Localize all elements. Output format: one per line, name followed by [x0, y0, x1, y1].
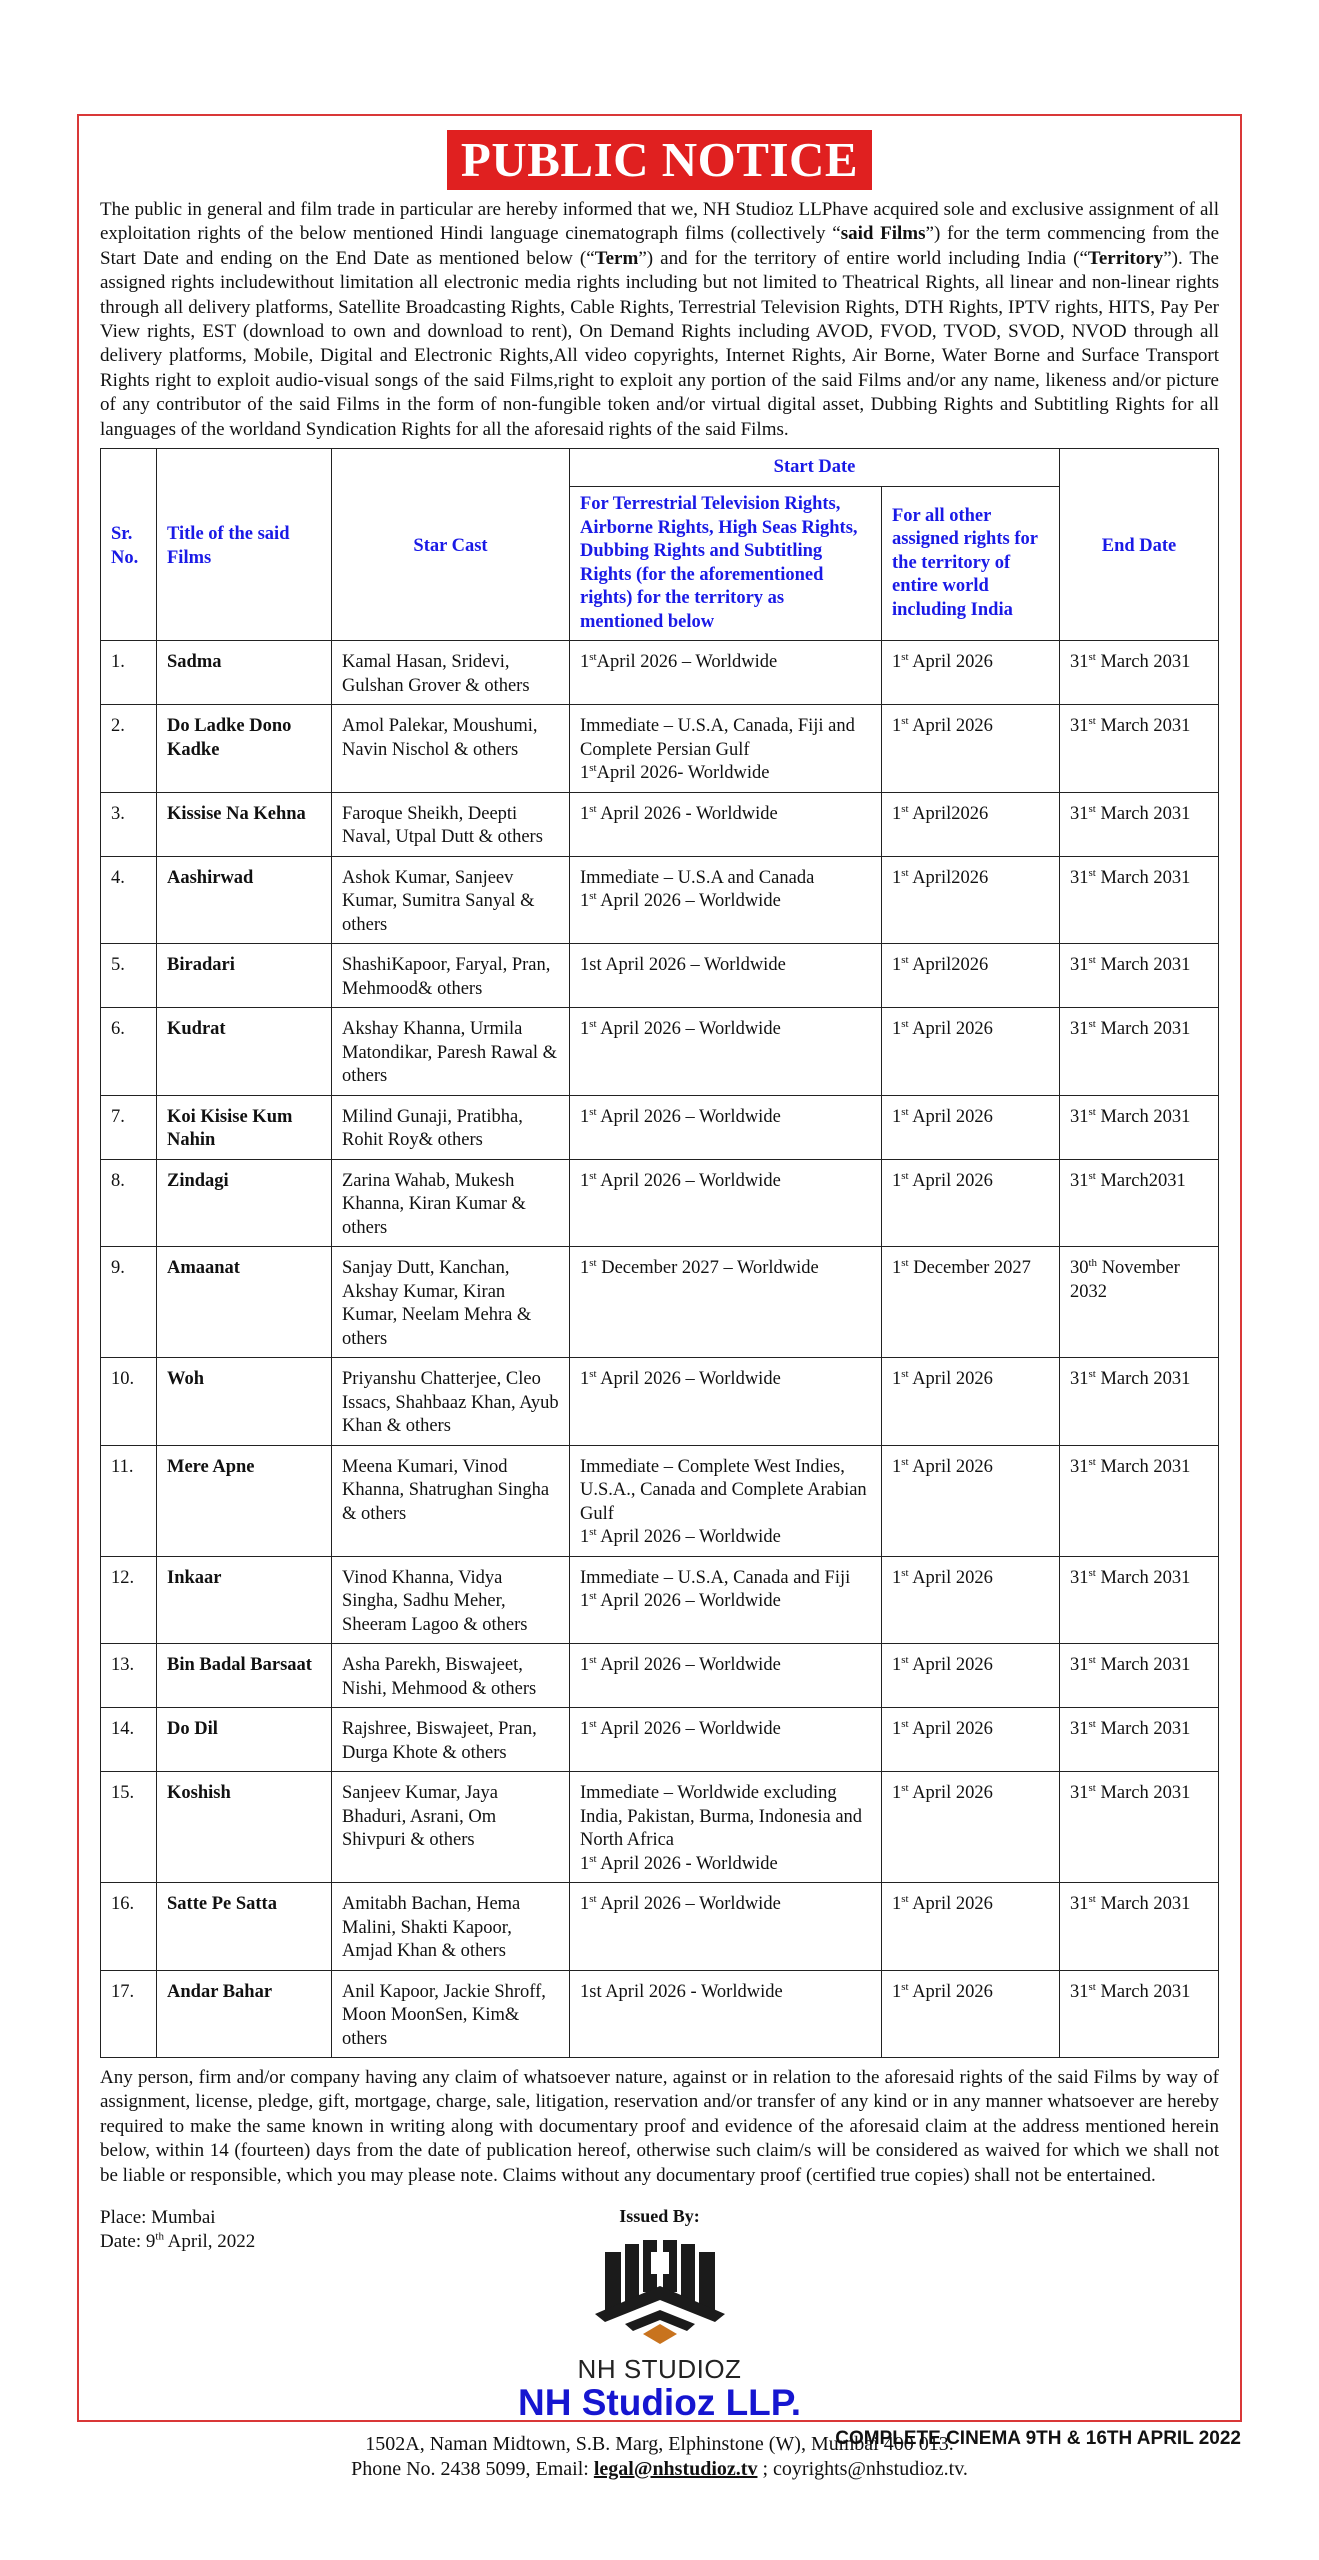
- start-other-cell: 1st April 2026: [882, 1772, 1060, 1883]
- company-address: 1502A, Naman Midtown, S.B. Marg, Elphinstone (W), Mumbai 400 013. Phone No. 2438 5099, Email: legal@nhstudioz.tv ; coyrights@nhstudioz.tv.: [351, 2433, 968, 2481]
- table-row: [101, 705, 1219, 793]
- film-title-cell: Kudrat: [157, 1008, 332, 1096]
- sr-no-cell: 17.: [101, 1970, 157, 2058]
- star-cast-cell: Asha Parekh, Biswajeet, Nishi, Mehmood & others: [332, 1644, 570, 1708]
- end-date-cell: 31st March 2031: [1060, 1883, 1219, 1971]
- start-other-cell: 1st April 2026: [882, 1445, 1060, 1556]
- notice-headline: PUBLIC NOTICE: [447, 130, 872, 190]
- star-cast-cell: Milind Gunaji, Pratibha, Rohit Roy& others: [332, 1095, 570, 1159]
- end-date-cell: 31st March 2031: [1060, 1970, 1219, 2058]
- start-terrestrial-cell: 1st April 2026 - Worldwide: [570, 792, 882, 856]
- start-other-cell: 1st April 2026: [882, 641, 1060, 705]
- nh-studioz-logo-icon: [585, 2234, 735, 2356]
- publication-credit: COMPLETE CINEMA 9TH & 16TH APRIL 2022: [835, 2428, 1241, 2449]
- sr-no-cell: 9.: [101, 1247, 157, 1358]
- film-title-cell: Do Dil: [157, 1708, 332, 1772]
- company-name: NH Studioz LLP.: [518, 2382, 801, 2424]
- start-other-cell: 1st April 2026: [882, 1644, 1060, 1708]
- table-row: [101, 1247, 1219, 1358]
- sr-no-cell: 4.: [101, 856, 157, 944]
- end-date-cell: 31st March 2031: [1060, 1556, 1219, 1644]
- header-end-date: End Date: [1060, 449, 1219, 641]
- films-table: [100, 448, 1219, 2058]
- sr-no-cell: 15.: [101, 1772, 157, 1883]
- start-terrestrial-cell: Immediate – U.S.A and Canada 1st April 2026 – Worldwide: [570, 856, 882, 944]
- sr-no-cell: 7.: [101, 1095, 157, 1159]
- intro-defined-term: said Films: [840, 223, 926, 245]
- start-terrestrial-cell: Immediate – Worldwide excluding India, Pakistan, Burma, Indonesia and North Africa 1st April 2026 - Worldwide: [570, 1772, 882, 1883]
- end-date-cell: 31st March 2031: [1060, 1008, 1219, 1096]
- start-other-cell: 1st April 2026: [882, 1008, 1060, 1096]
- start-terrestrial-cell: Immediate – U.S.A, Canada and Fiji 1st April 2026 – Worldwide: [570, 1556, 882, 1644]
- intro-text: ”). The assigned rights includewithout limitation all electronic media rights including but not limited to Theatrical Rights, all linear and non-linear rights through all delivery platforms, Satellite Broadcasting Rights, Cable Rights, Terrestrial Television Rights, DTH Rights, IPTV rights, HITS, Pay Per View rights, EST (download to own and download to rent), On Demand Rights including AVOD, FVOD, TVOD, SVOD, NVOD through all delivery platforms, Mobile, Digital and Electronic Rights,All video copyrights, Internet Rights, Air Borne, Water Borne and Surface Transport Rights right to exploit audio-visual songs of the said Films,right to exploit any portion of the said Films and/or any name, likeness and/or picture of any contributor of the said Films in the form of non-fungible token and/or virtual digital asset, Dubbing Rights and Subtitling Rights for all languages of the worldand Syndication Rights for all the aforesaid rights of the said Films.: [100, 247, 1219, 440]
- start-terrestrial-cell: 1st April 2026 – Worldwide: [570, 1644, 882, 1708]
- end-date-cell: 31st March 2031: [1060, 1358, 1219, 1446]
- sr-no-cell: 10.: [101, 1358, 157, 1446]
- start-terrestrial-cell: Immediate – U.S.A, Canada, Fiji and Complete Persian Gulf 1stApril 2026- Worldwide: [570, 705, 882, 793]
- claims-paragraph: Any person, firm and/or company having any claim of whatsoever nature, against or in relation to the aforesaid rights of the said Films by way of assignment, license, pledge, gift, mortgage, charge, sale, litigation, reservation and/or transfer of any kind or in any manner whatsoever are hereby required to make the same known in writing along with documentary proof and evidence of the aforesaid claim at the address mentioned herein below, within 14 (fourteen) days from the date of publication hereof, otherwise such claim/s will be considered as waived for which we shall not be liable or responsible, which you may please note. Claims without any documentary proof (certified true copies) shall not be entertained.: [100, 2067, 1219, 2186]
- start-other-cell: 1st April2026: [882, 792, 1060, 856]
- start-terrestrial-cell: 1st April 2026 – Worldwide: [570, 1358, 882, 1446]
- film-title-cell: Andar Bahar: [157, 1970, 332, 2058]
- header-star-cast: Star Cast: [332, 449, 570, 641]
- start-other-cell: 1st April2026: [882, 944, 1060, 1008]
- film-title-cell: Amaanat: [157, 1247, 332, 1358]
- sr-no-cell: 14.: [101, 1708, 157, 1772]
- start-other-cell: 1st April 2026: [882, 1358, 1060, 1446]
- sr-no-cell: 16.: [101, 1883, 157, 1971]
- header-start-other: For all other assigned rights for the territory of entire world including India: [882, 487, 1060, 641]
- table-row: [101, 1883, 1219, 1971]
- date-line: Date: 9th April, 2022: [100, 2230, 256, 2253]
- end-date-cell: 31st March 2031: [1060, 1644, 1219, 1708]
- start-terrestrial-cell: 1st April 2026 – Worldwide: [570, 1708, 882, 1772]
- start-terrestrial-cell: 1st April 2026 – Worldwide: [570, 1095, 882, 1159]
- start-terrestrial-cell: 1st April 2026 – Worldwide: [570, 1008, 882, 1096]
- start-other-cell: 1st April 2026: [882, 1556, 1060, 1644]
- email-link[interactable]: legal@nhstudioz.tv: [593, 2458, 758, 2481]
- start-other-cell: 1st April 2026: [882, 1095, 1060, 1159]
- place-line: Place: Mumbai: [100, 2207, 216, 2229]
- start-terrestrial-cell: 1st December 2027 – Worldwide: [570, 1247, 882, 1358]
- sr-no-cell: 8.: [101, 1159, 157, 1247]
- start-terrestrial-cell: 1st April 2026 – Worldwide: [570, 1883, 882, 1971]
- header-start-terrestrial: For Terrestrial Television Rights, Airborne Rights, High Seas Rights, Dubbing Rights and Subtitling Rights (for the aforementioned rights) for the territory as mentioned below: [570, 487, 882, 641]
- intro-paragraph: [100, 198, 1219, 442]
- table-row: [101, 1445, 1219, 1556]
- start-other-cell: 1st April 2026: [882, 705, 1060, 793]
- end-date-cell: 31st March 2031: [1060, 1772, 1219, 1883]
- sr-no-cell: 13.: [101, 1644, 157, 1708]
- table-row: [101, 1095, 1219, 1159]
- film-title-cell: Koshish: [157, 1772, 332, 1883]
- end-date-cell: 31st March 2031: [1060, 1708, 1219, 1772]
- sr-no-cell: 12.: [101, 1556, 157, 1644]
- film-title-cell: Zindagi: [157, 1159, 332, 1247]
- table-row: [101, 1556, 1219, 1644]
- intro-defined-term: Territory: [1087, 247, 1164, 269]
- sr-no-cell: 3.: [101, 792, 157, 856]
- star-cast-cell: Ashok Kumar, Sanjeev Kumar, Sumitra Sanyal & others: [332, 856, 570, 944]
- start-terrestrial-cell: Immediate – Complete West Indies, U.S.A., Canada and Complete Arabian Gulf 1st April 2026 – Worldwide: [570, 1445, 882, 1556]
- sr-no-cell: 6.: [101, 1008, 157, 1096]
- star-cast-cell: Amol Palekar, Moushumi, Navin Nischol & others: [332, 705, 570, 793]
- star-cast-cell: Anil Kapoor, Jackie Shroff, Moon MoonSen, Kim& others: [332, 1970, 570, 2058]
- start-other-cell: 1st April 2026: [882, 1159, 1060, 1247]
- star-cast-cell: Faroque Sheikh, Deepti Naval, Utpal Dutt & others: [332, 792, 570, 856]
- film-title-cell: Biradari: [157, 944, 332, 1008]
- film-title-cell: Mere Apne: [157, 1445, 332, 1556]
- film-title-cell: Woh: [157, 1358, 332, 1446]
- film-title-cell: Inkaar: [157, 1556, 332, 1644]
- table-row: [101, 1008, 1219, 1096]
- film-title-cell: Koi Kisise Kum Nahin: [157, 1095, 332, 1159]
- star-cast-cell: Meena Kumari, Vinod Khanna, Shatrughan Singha & others: [332, 1445, 570, 1556]
- film-title-cell: Kissise Na Kehna: [157, 792, 332, 856]
- start-other-cell: 1st December 2027: [882, 1247, 1060, 1358]
- star-cast-cell: Priyanshu Chatterjee, Cleo Issacs, Shahbaaz Khan, Ayub Khan & others: [332, 1358, 570, 1446]
- sr-no-cell: 11.: [101, 1445, 157, 1556]
- star-cast-cell: Sanjay Dutt, Kanchan, Akshay Kumar, Kiran Kumar, Neelam Mehra & others: [332, 1247, 570, 1358]
- intro-text: ”) and for the territory of entire world including India (“: [638, 247, 1088, 269]
- film-title-cell: Bin Badal Barsaat: [157, 1644, 332, 1708]
- film-title-cell: Satte Pe Satta: [157, 1883, 332, 1971]
- start-terrestrial-cell: 1st April 2026 – Worldwide: [570, 1159, 882, 1247]
- end-date-cell: 31st March 2031: [1060, 792, 1219, 856]
- end-date-cell: 31st March 2031: [1060, 856, 1219, 944]
- start-other-cell: 1st April2026: [882, 856, 1060, 944]
- start-other-cell: 1st April 2026: [882, 1883, 1060, 1971]
- film-title-cell: Do Ladke Dono Kadke: [157, 705, 332, 793]
- table-row: [101, 1358, 1219, 1446]
- star-cast-cell: Sanjeev Kumar, Jaya Bhaduri, Asrani, Om Shivpuri & others: [332, 1772, 570, 1883]
- table-row: [101, 1772, 1219, 1883]
- table-row: [101, 1644, 1219, 1708]
- star-cast-cell: Zarina Wahab, Mukesh Khanna, Kiran Kumar & others: [332, 1159, 570, 1247]
- film-title-cell: Aashirwad: [157, 856, 332, 944]
- start-terrestrial-cell: 1st April 2026 – Worldwide: [570, 944, 882, 1008]
- end-date-cell: 31st March 2031: [1060, 1445, 1219, 1556]
- header-sr-no: Sr. No.: [101, 449, 157, 641]
- logo-caption: NH STUDIOZ: [577, 2354, 742, 2385]
- start-terrestrial-cell: 1stApril 2026 – Worldwide: [570, 641, 882, 705]
- header-start-date: Start Date: [570, 449, 1060, 487]
- sr-no-cell: 1.: [101, 641, 157, 705]
- sr-no-cell: 5.: [101, 944, 157, 1008]
- start-terrestrial-cell: 1st April 2026 - Worldwide: [570, 1970, 882, 2058]
- end-date-cell: 31st March 2031: [1060, 705, 1219, 793]
- intro-defined-term: Term: [594, 247, 639, 269]
- star-cast-cell: Rajshree, Biswajeet, Pran, Durga Khote & others: [332, 1708, 570, 1772]
- end-date-cell: 31st March 2031: [1060, 944, 1219, 1008]
- end-date-cell: 31st March2031: [1060, 1159, 1219, 1247]
- end-date-cell: 30th November 2032: [1060, 1247, 1219, 1358]
- table-row: [101, 944, 1219, 1008]
- film-title-cell: Sadma: [157, 641, 332, 705]
- intro-text: The public in general and film trade in particular are hereby informed that we, NH Studioz LLPhave acquired sole and exclusive assignment of all exploitation rights of the below mentioned Hindi language cinematograph films (collectively “: [100, 199, 1219, 245]
- start-other-cell: 1st April 2026: [882, 1970, 1060, 2058]
- table-row: [101, 856, 1219, 944]
- star-cast-cell: Amitabh Bachan, Hema Malini, Shakti Kapoor, Amjad Khan & others: [332, 1883, 570, 1971]
- table-row: [101, 792, 1219, 856]
- start-other-cell: 1st April 2026: [882, 1708, 1060, 1772]
- star-cast-cell: Kamal Hasan, Sridevi, Gulshan Grover & others: [332, 641, 570, 705]
- star-cast-cell: ShashiKapoor, Faryal, Pran, Mehmood& others: [332, 944, 570, 1008]
- table-row: [101, 641, 1219, 705]
- table-row: [101, 1159, 1219, 1247]
- end-date-cell: 31st March 2031: [1060, 641, 1219, 705]
- star-cast-cell: Akshay Khanna, Urmila Matondikar, Paresh Rawal & others: [332, 1008, 570, 1096]
- sr-no-cell: 2.: [101, 705, 157, 793]
- intro-text: ”) for the term commencing from the Start Date and ending on the End Date as mentioned below (“: [100, 223, 1219, 269]
- table-row: [101, 1970, 1219, 2058]
- star-cast-cell: Vinod Khanna, Vidya Singha, Sadhu Meher, Sheeram Lagoo & others: [332, 1556, 570, 1644]
- issued-by-label: Issued By:: [619, 2206, 700, 2227]
- end-date-cell: 31st March 2031: [1060, 1095, 1219, 1159]
- header-title: Title of the said Films: [157, 449, 332, 641]
- films-table-body: [101, 641, 1219, 2058]
- table-row: [101, 1708, 1219, 1772]
